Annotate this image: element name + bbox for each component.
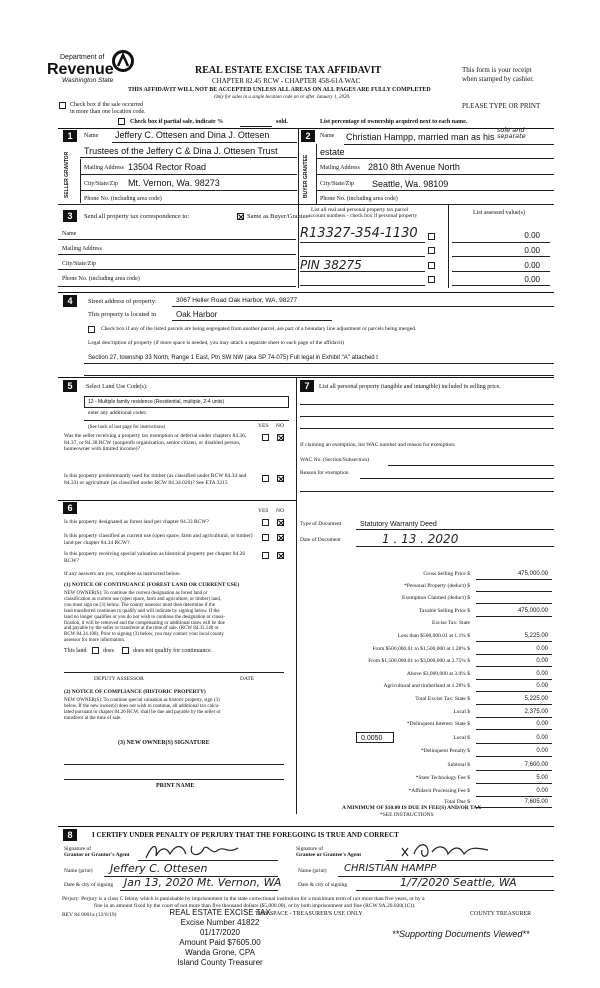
doc-date-label: Date of Document <box>300 537 341 543</box>
grantee-sig-label-2: Grantee or Grantee's Agent <box>296 852 362 858</box>
this-land-label: This land <box>64 648 87 654</box>
minimum-due: A MINIMUM OF $10.00 IS DUE IN FEE(S) AND/OR TAX <box>342 805 482 811</box>
s6-q2-yes[interactable] <box>262 534 269 541</box>
section-7-badge: 7 <box>300 380 314 392</box>
check-icon <box>238 214 244 220</box>
tax-row-value[interactable]: 0.00 <box>536 658 548 664</box>
if-any-yes: If any answers are yes, complete as instructed below. <box>64 571 181 577</box>
grantee-print-label: Name (print) <box>298 868 327 874</box>
notice2-line: below. If the new owner(s) does not wish to continue, all additional tax calcu- <box>64 703 220 709</box>
assessed-value-4[interactable]: 0.00 <box>524 275 540 284</box>
grantor-print-name[interactable]: Jeffery C. Ottesen <box>110 862 208 875</box>
local-rate-box[interactable] <box>356 732 394 743</box>
s5-no-header: NO <box>276 423 284 429</box>
segregated-checkbox[interactable] <box>88 326 95 333</box>
buyer-name-label: Name <box>320 133 335 139</box>
supporting-docs-note: **Supporting Documents Viewed** <box>392 929 530 939</box>
parcel-3-personal-checkbox[interactable] <box>428 262 435 269</box>
tax-row-underline <box>476 641 552 642</box>
check-icon <box>278 553 284 559</box>
tax-row-value[interactable]: 475,000.00 <box>517 608 548 614</box>
s5-q2-no[interactable] <box>277 475 284 482</box>
tax-row-value[interactable]: 5.00 <box>536 775 548 781</box>
list-assessed-label: List assessed value(s) <box>473 210 525 216</box>
stamp-line-6: Island County Treasurer <box>177 958 263 967</box>
land-does-not-checkbox[interactable] <box>122 647 129 654</box>
receipt-line-1: This form is your receipt <box>462 66 532 74</box>
stamp-line-5: Wanda Grone, CPA <box>185 948 255 957</box>
tax-row-label: *Affidavit Processing Fee $ <box>408 788 470 794</box>
tax-row-label: From $1,500,000.01 to $3,000,000 at 2.75% $ <box>368 658 470 664</box>
s6-no-header: NO <box>276 508 284 514</box>
check-icon <box>278 435 284 441</box>
grantor-sig-label-2: Grantor or Grantor's Agent <box>64 852 130 858</box>
grantee-date-label: Date & city of signing <box>298 882 348 888</box>
located-in-label: This property is located in <box>88 311 157 318</box>
seller-mailing-label: Mailing Address <box>84 165 124 171</box>
receipt-line-2: when stamped by cashier. <box>462 75 534 83</box>
buyer-phone-label: Phone No. (including area code) <box>320 196 398 202</box>
s3-name-label: Name <box>62 231 77 237</box>
segregated-label: Check box if any of the listed parcels are being segregated from another parcel, are part of a boundary line adjustment or parcels being merged. <box>101 326 417 332</box>
buyer-side-label: BUYER GRANTEE <box>303 154 309 198</box>
warning-line: THIS AFFIDAVIT WILL NOT BE ACCEPTED UNLESS ALL AREAS ON ALL PAGES ARE FULLY COMPLETED <box>128 87 431 93</box>
please-type: PLEASE TYPE OR PRINT <box>462 102 541 110</box>
tax-row-underline <box>476 756 552 757</box>
tax-row-value[interactable]: 0.00 <box>536 683 548 689</box>
s6-q1: Is this property designated as forest land per chapter 84.33 RCW? <box>64 519 209 525</box>
grantor-date-city[interactable]: Jan 13, 2020 Mt. Vernon, WA <box>124 876 282 889</box>
buyer-city[interactable]: Seattle, Wa. 98109 <box>372 179 449 189</box>
additional-codes-label: enter any additional codes: <box>88 410 148 416</box>
stamp-line-2: Excise Number 41822 <box>180 918 260 927</box>
grantor-sig-label-1: Signature of <box>64 846 92 852</box>
tax-row-label: Total Excise Tax: State $ <box>415 696 470 702</box>
section-1-badge: 1 <box>63 130 77 142</box>
s5-q2-yes[interactable] <box>262 475 269 482</box>
tax-row-label: *Personal Property (deduct) $ <box>404 583 470 589</box>
tax-row-underline <box>476 783 552 784</box>
tax-row-underline <box>476 691 552 692</box>
s6-q2-no[interactable] <box>277 534 284 541</box>
partial-sale-checkbox[interactable] <box>118 118 125 125</box>
does-not-label: does not qualify for continuance. <box>133 648 213 654</box>
assessed-value-1[interactable]: 0.00 <box>524 231 540 240</box>
tax-row-value[interactable]: 0.00 <box>536 735 548 741</box>
tax-row-label: Less than $500,000.01 at 1.1% $ <box>397 633 470 639</box>
treasurer-stamp <box>150 908 290 968</box>
check-more-2: in more than one location code. <box>70 109 146 115</box>
section-2-badge: 2 <box>301 130 315 142</box>
buyer-name-sup: sole and separate <box>497 126 526 140</box>
dor-logo-icon <box>112 50 134 77</box>
land-use-label: Select Land Use Code(s): <box>86 384 148 390</box>
s6-q3: Is this property receiving special valuation as historical property per chapter 84.26 RCW? <box>64 551 246 564</box>
check-icon <box>278 535 284 541</box>
stamp-line-1: REAL ESTATE EXCISE TAX <box>169 908 271 917</box>
seller-city-label: City/State/Zip <box>84 181 118 187</box>
treasurer-use-label: THIS SPACE - TREASURER'S USE ONLY <box>255 911 363 917</box>
check-icon <box>278 476 284 482</box>
notice-1-title: (1) NOTICE OF CONTINUANCE (FOREST LAND OR CURRENT USE) <box>64 582 240 588</box>
tax-row-value[interactable]: 5,225.00 <box>524 633 548 639</box>
tax-row-value[interactable]: 2,375.00 <box>524 709 548 715</box>
notice1-line: classification as current use (open space, farm and agriculture, or timber) land, <box>64 596 222 602</box>
tax-row-value[interactable]: 475,000.00 <box>517 571 548 577</box>
check-icon <box>278 520 284 526</box>
section-5-badge: 5 <box>63 380 77 392</box>
land-use-code: 12 - Multiple family residence (Residential, multiple, 2-4 units) <box>88 399 225 405</box>
s5-q1-no[interactable] <box>277 434 284 441</box>
list-parcels-label-2: account numbers - check box if personal property <box>308 213 418 219</box>
tax-row-label: From $500,000.01 to $1,500,000 at 1.28% $ <box>372 646 470 652</box>
tax-row-label: *State Technology Fee $ <box>415 775 470 781</box>
s6-q1-yes[interactable] <box>262 519 269 526</box>
tax-row-label: Agricultural and timberland at 1.28% $ <box>383 683 470 689</box>
new-owner-sig-label: (3) NEW OWNER(S) SIGNATURE <box>118 740 210 746</box>
tax-row-underline <box>476 616 552 617</box>
tax-row-underline <box>476 654 552 655</box>
assessed-value-3[interactable]: 0.00 <box>524 261 540 270</box>
tax-row-label: *Delinquent Interest: State $ <box>406 721 470 727</box>
notice1-line: fication, it will be removed and the compensating or additional taxes will be due <box>64 620 225 626</box>
tax-row-value[interactable]: 0.00 <box>536 671 548 677</box>
grantee-print-name[interactable]: CHRISTIAN HAMPP <box>344 863 437 874</box>
parcel-1-personal-checkbox[interactable] <box>428 233 435 240</box>
seller-side-label: SELLER GRANTOR <box>64 151 70 198</box>
tax-row-value[interactable]: 7,605.00 <box>524 799 548 805</box>
doc-type-label: Type of Document <box>300 521 342 527</box>
notice1-line: land no longer qualifies or you do not wish to continue the designation or classi- <box>64 614 225 620</box>
assessor-date-label: DATE <box>240 676 255 682</box>
tax-row-label: Excise Tax: State <box>431 620 470 626</box>
section-6-badge: 6 <box>63 502 77 514</box>
list-parcels-label-1: List all real and personal property tax parcel <box>311 207 409 213</box>
grantee-sig-label-1: Signature of <box>296 846 324 852</box>
notice2-line: lated pursuant to chapter 84.26 RCW, shall be due and payable by the seller or <box>64 709 221 715</box>
s5-q1: Was the seller receiving a property tax exemption or deferral under chapters 84.36, 84.37, or 84.38 RCW (nonprofit organization, senior citizen, or disabled person, homeowner with limited income)? <box>64 433 247 452</box>
tax-row-underline <box>476 717 552 718</box>
partial-sale-label: Check box if partial sale, indicate % <box>130 119 224 125</box>
notice1-line: you must sign on (3) below. The county assessor must then determine if the <box>64 602 215 608</box>
tax-row-underline <box>476 591 552 592</box>
tax-row-underline <box>476 603 552 604</box>
washington-state-label: Washington State <box>62 77 114 84</box>
personal-property-label: List all personal property (tangible and intangible) included in selling price. <box>319 384 501 390</box>
exemption-label: If claiming an exemption, list WAC number and reason for exemption: <box>300 442 456 448</box>
section-3-badge: 3 <box>63 210 77 222</box>
seller-name[interactable]: Jeffery C. Ottesen and Dina J. Ottesen <box>115 130 270 140</box>
stamp-line-3: 01/17/2020 <box>199 928 241 937</box>
tax-row-label: *Delinquent Penalty $ <box>420 748 470 754</box>
legal-description-label: Legal description of property (if more space is needed, you may attach a separate sheet to each page of the affidavit) <box>88 340 344 346</box>
s6-q2: Is this property classified as current use (open space, farm and agricultural, or timber) land per chapter 84.34 RCW? <box>64 533 253 546</box>
assessed-value-2[interactable]: 0.00 <box>524 246 540 255</box>
doc-date[interactable]: 1 . 13 . 2020 <box>382 532 459 546</box>
tax-row-value[interactable]: 0.00 <box>536 788 548 794</box>
buyer-name[interactable]: Christian Hampp, married man as his <box>346 132 495 142</box>
buyer-mailing-label: Mailing Address <box>320 165 360 171</box>
s5-q2: Is this property predominantly used for timber (as classified under RCW 84.34 and 84.33) or agriculture (as classified under RCW 84.34.020)? See ETA 3215 <box>64 473 247 486</box>
tax-row-underline <box>476 770 552 771</box>
tax-row-value[interactable]: 7,600.00 <box>524 762 548 768</box>
s5-q1-yes[interactable] <box>262 434 269 441</box>
seller-mailing[interactable]: 13504 Rector Road <box>128 162 207 172</box>
tax-row-underline <box>476 704 552 705</box>
only-for-sales: Only for sales in a single location code on or after January 1, 2020. <box>214 95 351 100</box>
tax-row-value[interactable]: 0.00 <box>536 721 548 727</box>
tax-row-label: Subtotal $ <box>447 762 470 768</box>
s6-yes-header: YES <box>258 508 269 514</box>
tax-row-underline <box>476 743 552 744</box>
tax-row-underline <box>476 729 552 730</box>
street-address-label: Street address of property: <box>88 298 157 305</box>
perjury-line-1: Perjury: Perjury is a class C felony which is punishable by imprisonment in the state correctional institution for a maximum term of not more than five years, or by a <box>62 896 425 902</box>
sold-label: sold. <box>276 119 288 125</box>
check-more-1: Check box if the sale occurred <box>70 102 144 108</box>
deputy-assessor-label: DEPUTY ASSESSOR <box>94 676 144 682</box>
tax-row-label: Gross Selling Price $ <box>423 571 470 577</box>
tax-row-value[interactable]: 5,225.00 <box>524 696 548 702</box>
tax-row-underline <box>476 807 552 808</box>
notice1-line: land transferred continues to qualify and will indicate by signing below. If the <box>64 608 220 614</box>
street-address[interactable]: 3067 Heller Road Oak Harbor, WA. 98277 <box>176 297 298 304</box>
s3-phone-label: Phone No. (including area code) <box>62 276 140 282</box>
parcel-number-1[interactable]: R13327-354-1130 <box>300 226 418 241</box>
seller-phone-label: Phone No. (including area code) <box>84 196 162 202</box>
see-back-label: (See back of last page for instructions) <box>88 425 166 430</box>
s3-city-label: City/State/Zip <box>62 261 96 267</box>
grantee-date-city[interactable]: 1/7/2020 Seattle, WA <box>400 876 517 889</box>
grantor-date-label: Date & city of signing <box>64 882 114 888</box>
section-8-badge: 8 <box>63 829 77 841</box>
notice1-line: assessor for more information. <box>64 638 126 644</box>
notice-2-title: (2) NOTICE OF COMPLIANCE (HISTORIC PROPERTY) <box>64 689 206 695</box>
section-4-badge: 4 <box>63 295 77 307</box>
notice1-line: NEW OWNER(S): To continue the current designation as forest land or <box>64 591 208 596</box>
list-percentage-label: List percentage of ownership acquired next to each name. <box>320 119 468 125</box>
parcel-number-2[interactable]: PIN 38275 <box>300 258 362 272</box>
same-as-buyer-checkbox[interactable] <box>237 213 244 220</box>
s5-yes-header: YES <box>258 423 269 429</box>
s3-mailing-label: Mailing Address <box>62 246 102 252</box>
land-does-checkbox[interactable] <box>92 647 99 654</box>
stamp-line-4: Amount Paid $7605.00 <box>179 938 261 947</box>
tax-row-underline <box>476 666 552 667</box>
tax-row-label: Total Due $ <box>444 799 470 805</box>
tax-row-underline <box>476 796 552 797</box>
seller-name-2[interactable]: Trustees of the Jeffery C & Dina J. Ottesen Trust <box>84 146 278 156</box>
parcel-4-personal-checkbox[interactable] <box>428 276 435 283</box>
tax-row-label: Taxable Selling Price $ <box>418 608 470 614</box>
buyer-name-2[interactable]: estate <box>320 147 345 157</box>
does-label: does <box>103 648 114 654</box>
s6-q1-no[interactable] <box>277 519 284 526</box>
parcel-2-personal-checkbox[interactable] <box>428 247 435 254</box>
print-name-label: PRINT NAME <box>156 783 195 789</box>
s6-q3-yes[interactable] <box>262 552 269 559</box>
notice1-line: RCW 84.34.108). Prior to signing (3) below, you may contact your local county <box>64 632 224 638</box>
tax-row-label: Local $ <box>453 735 470 741</box>
same-as-buyer-label: Same as Buyer/Grantee <box>247 213 309 220</box>
buyer-city-label: City/State/Zip <box>320 181 354 187</box>
tax-row-label: Above $3,000,000 at 3.0% $ <box>406 671 470 677</box>
form-title: REAL ESTATE EXCISE TAX AFFIDAVIT <box>195 65 382 76</box>
notice2-line: transferor at the time of sale. <box>64 715 122 721</box>
county-treasurer-label: COUNTY TREASURER <box>470 911 532 917</box>
rev-number: REV 84 0001a (12/6/19) <box>62 912 117 918</box>
see-instructions: *SEE INSTRUCTIONS <box>380 812 434 818</box>
tax-row-value[interactable]: 0.00 <box>536 748 548 754</box>
s6-q3-no[interactable] <box>277 552 284 559</box>
tax-row-label: Local $ <box>453 709 470 715</box>
grantor-print-label: Name (print) <box>64 868 93 874</box>
revenue-logo-text: Revenue <box>47 61 114 78</box>
doc-type[interactable]: Statutory Warranty Deed <box>360 521 437 528</box>
send-correspondence-label: Send all property tax correspondence to: <box>84 213 190 220</box>
local-rate: 0.0050 <box>361 735 383 742</box>
tax-row-underline <box>476 679 552 680</box>
chapter-line: CHAPTER 82.45 RCW - CHAPTER 458-61A WAC <box>212 77 361 85</box>
buyer-mailing[interactable]: 2810 8th Avenue North <box>368 162 460 172</box>
tax-row-underline <box>476 579 552 580</box>
notice1-line: and payable by the seller or transferor at the time of sale. (RCW 84.33.140 or <box>64 626 219 632</box>
seller-city[interactable]: Mt. Vernon, Wa. 98273 <box>128 178 220 188</box>
seller-name-label: Name <box>84 133 99 139</box>
located-in[interactable]: Oak Harbor <box>176 310 218 319</box>
reason-label: Reason for exemption <box>300 470 349 476</box>
certify-statement: I CERTIFY UNDER PENALTY OF PERJURY THAT THE FOREGOING IS TRUE AND CORRECT <box>92 831 399 839</box>
tax-row-value[interactable]: 0.00 <box>536 646 548 652</box>
notice2-line: NEW OWNER(S): To continue special valuation as historic property, sign (3) <box>64 698 220 703</box>
dept-of-label: Department of <box>60 54 105 61</box>
tax-row-label: Exemption Claimed (deduct) $ <box>402 595 470 601</box>
land-use-code-field[interactable] <box>84 396 289 408</box>
legal-description[interactable]: Section 27, township 33 North, Range 1 East, Ptn SW NW (aka SP 74-075) Full legal in Exhibit "A" attached t <box>88 355 378 361</box>
multiple-location-checkbox[interactable] <box>59 102 66 109</box>
wac-label: WAC No. (Section/Subsection) <box>300 457 369 463</box>
perjury-line-2: fine in an amount fixed by the court of not more than five thousand dollars ($5,000.00), or by both imprisonment and fine (RCW 9A.20.020(1C)). <box>94 903 416 909</box>
